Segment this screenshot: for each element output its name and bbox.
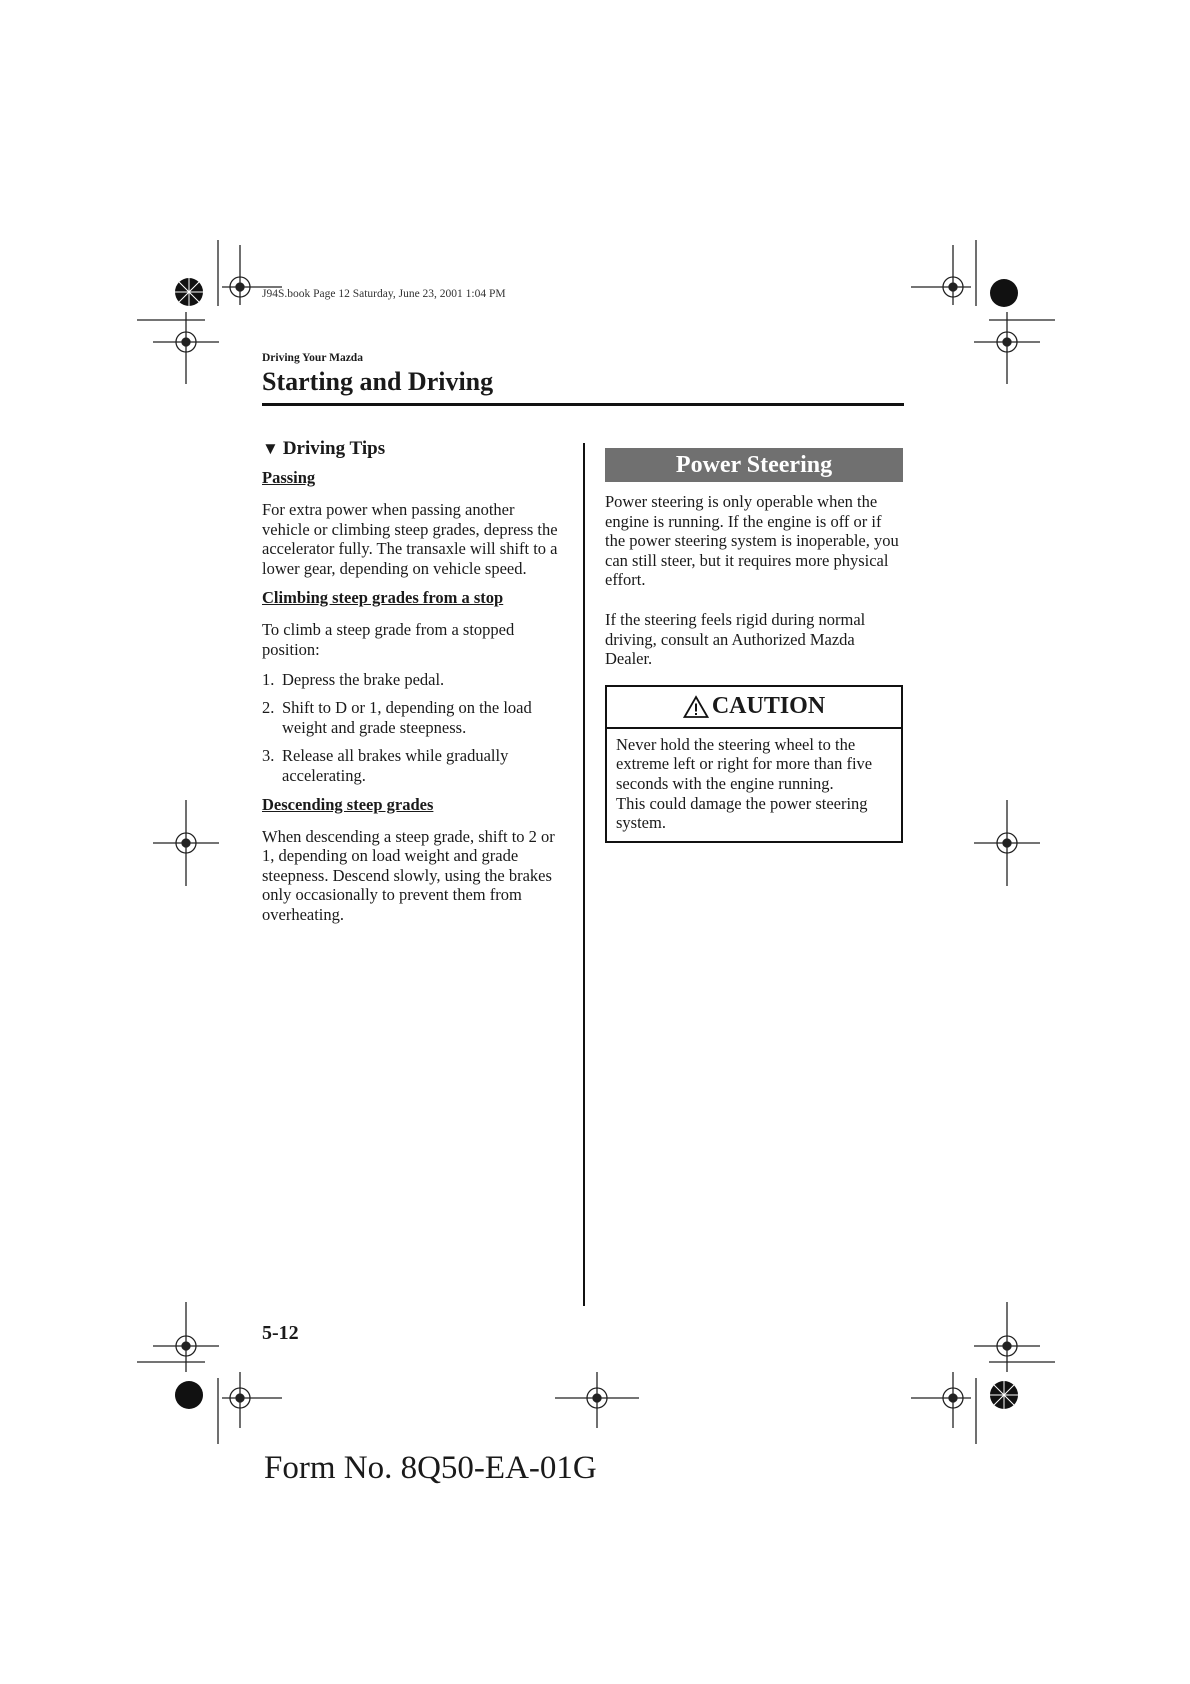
steering-rigid-text: If the steering feels rigid during normal driving, consult an Authorized Mazda Dealer. — [605, 609, 866, 669]
passing-heading: Passing — [262, 468, 316, 487]
step-number: 3. — [262, 746, 275, 766]
climbing-heading: Climbing steep grades from a stop — [262, 588, 504, 608]
descending-heading: Descending steep grades — [262, 794, 434, 814]
power-steering-heading: Power Steering — [605, 448, 903, 482]
list-item — [262, 670, 564, 690]
list-item — [262, 746, 564, 785]
form-number: Form No. 8Q50-EA-01G — [264, 1450, 597, 1486]
power-steering-text: Power steering is only operable when the engine is running. If the engine is off or if the power steering system is inoperable, you can still steer, but it requires more physical effort. — [605, 492, 899, 590]
right-column — [605, 448, 903, 843]
driving-tips-heading — [262, 438, 564, 460]
climbing-steps — [262, 670, 564, 786]
caution-title: CAUTION — [711, 693, 826, 720]
warning-triangle-icon — [683, 695, 709, 719]
passing-text: For extra power when passing another vehicle or climbing steep grades, depress the accelerator fully. The transaxle will shift to a lower gear, depending on vehicle speed. — [262, 500, 558, 578]
step-number: 2. — [262, 698, 275, 718]
left-column — [262, 438, 564, 935]
step-text: Release all brakes while gradually accelerating. — [282, 746, 509, 785]
caution-box — [605, 685, 903, 843]
caution-body — [607, 729, 901, 841]
climbing-intro: To climb a steep grade from a stopped position: — [262, 620, 515, 659]
caution-header — [607, 687, 901, 729]
driving-tips-label: Driving Tips — [282, 438, 386, 459]
column-divider — [583, 443, 585, 1306]
page-title: Starting and Driving — [262, 367, 494, 396]
list-item — [262, 698, 564, 737]
caution-text: Never hold the steering wheel to the extreme left or right for more than five seconds with the engine running. — [616, 734, 873, 793]
caution-consequence-text: This could damage the power steering system. — [616, 793, 868, 833]
step-number: 1. — [262, 669, 275, 689]
step-text: Depress the brake pedal. — [282, 669, 445, 689]
descending-text: When descending a steep grade, shift to 2 or 1, depending on load weight and grade steepness. Descend slowly, using the brakes only occasionally to prevent them from overheating. — [262, 826, 555, 924]
triangle-down-icon: ▼ — [262, 439, 279, 458]
step-text: Shift to D or 1, depending on the load weight and grade steepness. — [282, 698, 532, 737]
title-divider — [262, 403, 904, 406]
print-info: J94S.book Page 12 Saturday, June 23, 2001 1:04 PM — [262, 288, 506, 300]
page-number: 5-12 — [262, 1322, 299, 1344]
section-label: Driving Your Mazda — [262, 352, 363, 364]
